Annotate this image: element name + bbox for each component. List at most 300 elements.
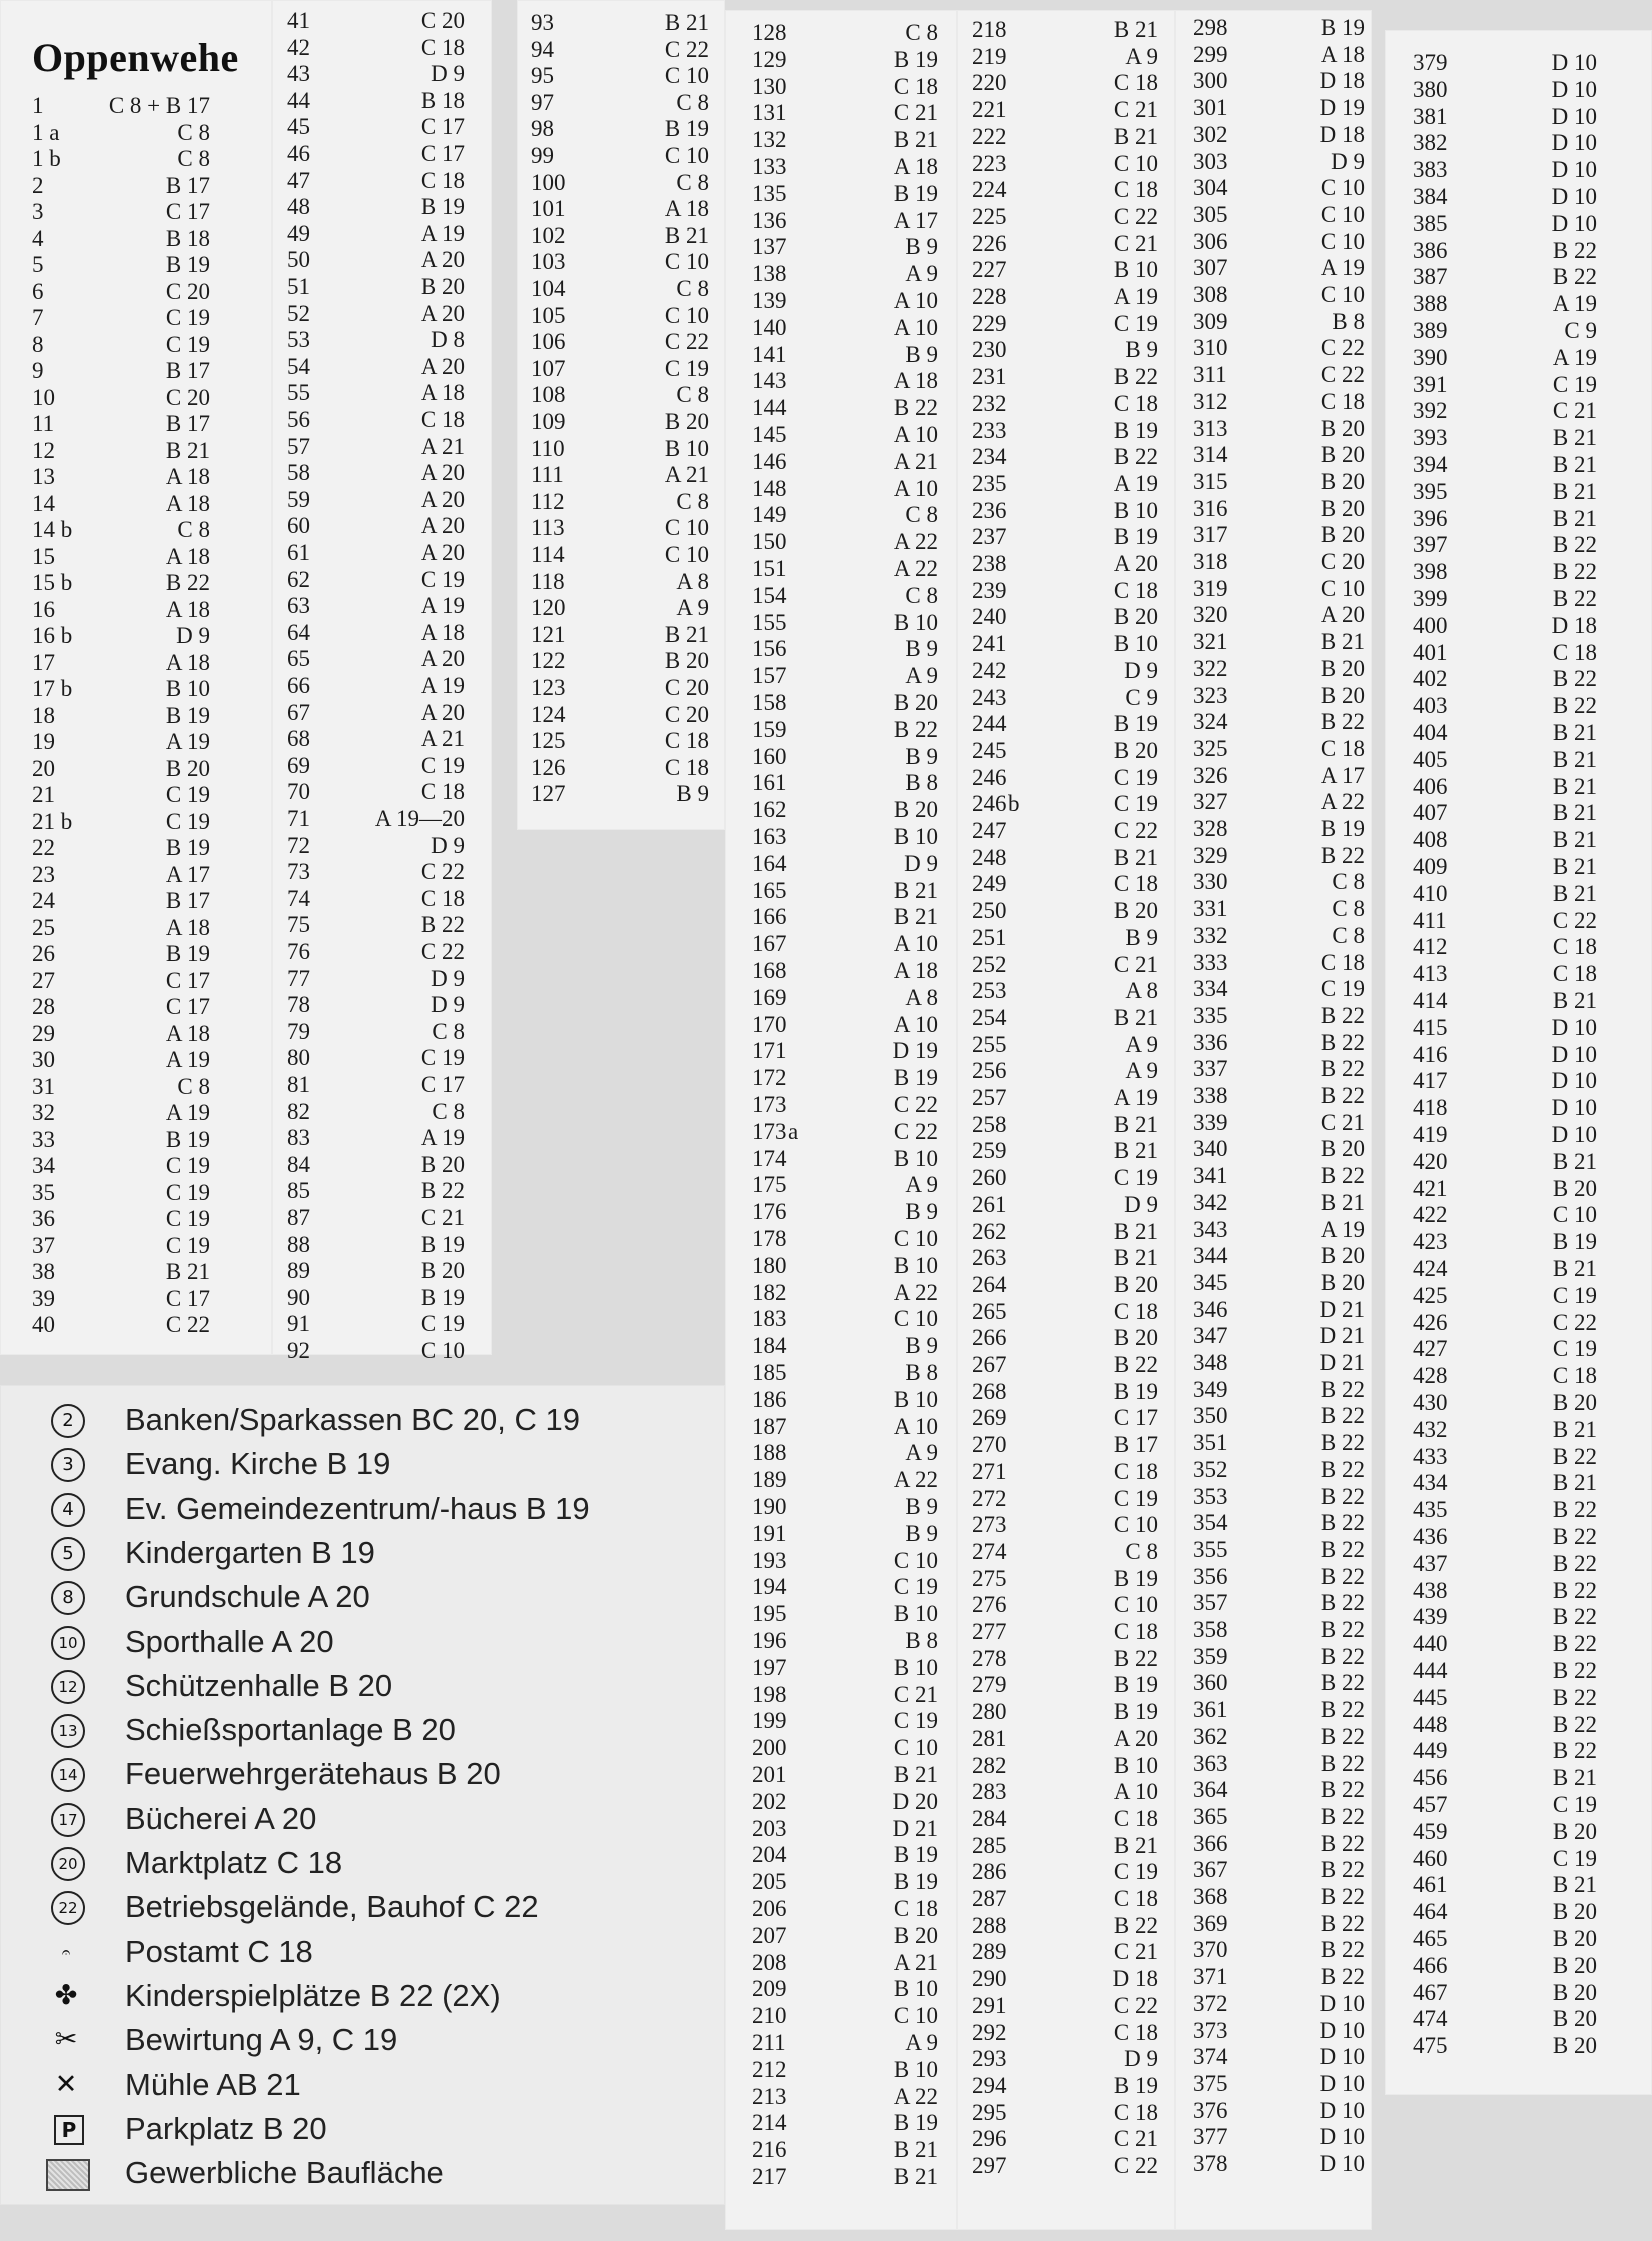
- house-number: 22: [32, 835, 55, 860]
- index-row: [1193, 1911, 1365, 1938]
- index-row: [1413, 264, 1597, 291]
- house-number: 2: [32, 172, 44, 198]
- index-row: [287, 1099, 465, 1126]
- grid-reference: B 10: [893, 2056, 938, 2082]
- house-number: 170: [752, 1011, 787, 1037]
- house-number: 372: [1193, 1990, 1228, 2016]
- house-number: 104: [531, 276, 566, 301]
- house-number: 378: [1193, 2151, 1228, 2176]
- legend-label: Bewirtung A 9, C 19: [125, 2022, 398, 2058]
- grid-reference: A 18: [165, 543, 210, 569]
- grid-reference: B 21: [1552, 505, 1597, 531]
- grid-reference: A 20: [420, 247, 465, 273]
- index-row: [287, 274, 465, 301]
- house-number: 23: [32, 861, 55, 887]
- house-number: 149: [752, 502, 787, 528]
- grid-reference: C 19: [664, 355, 709, 381]
- index-row: [1413, 774, 1597, 801]
- grid-reference: B 9: [905, 341, 938, 367]
- grid-reference: B 20: [420, 1151, 465, 1177]
- index-row: [752, 529, 938, 556]
- grid-reference: C 22: [664, 36, 709, 62]
- grid-reference: D 21: [1319, 1323, 1365, 1349]
- grid-reference: B 21: [1552, 800, 1597, 826]
- grid-reference: C 10: [1320, 201, 1365, 227]
- index-row: [1413, 1444, 1597, 1471]
- house-number: 139: [752, 288, 787, 313]
- grid-reference: C 18: [1320, 735, 1365, 761]
- grid-reference: A 22: [893, 1467, 938, 1493]
- grid-reference: C 22: [1552, 1309, 1597, 1335]
- index-row: [752, 2084, 938, 2111]
- house-number: 92: [287, 1338, 310, 1363]
- grid-reference: C 8 + B 17: [108, 93, 210, 118]
- house-number: 167: [752, 931, 787, 957]
- grid-reference: B 19: [1113, 1565, 1158, 1591]
- house-number: 194: [752, 1574, 787, 1600]
- house-number: 316: [1193, 495, 1228, 521]
- house-number: 190: [752, 1494, 787, 1519]
- index-row: [1193, 1377, 1365, 1404]
- grid-reference: B 17: [1113, 1432, 1158, 1458]
- grid-reference: B 22: [1552, 1738, 1597, 1764]
- house-number: 389: [1413, 318, 1448, 343]
- house-number-suffix: b: [1008, 791, 1020, 817]
- house-number: 290: [972, 1966, 1007, 1992]
- grid-reference: B 22: [1552, 693, 1597, 719]
- grid-reference: C 17: [420, 141, 465, 166]
- house-number: 193: [752, 1547, 787, 1573]
- house-number: 75: [287, 912, 310, 938]
- grid-reference: A 22: [1320, 789, 1365, 815]
- grid-reference: C 10: [664, 143, 709, 168]
- grid-reference: A 9: [1125, 43, 1158, 69]
- index-row: [752, 1440, 938, 1467]
- index-row: [972, 1939, 1158, 1966]
- grid-reference: B 9: [905, 636, 938, 662]
- index-row: [531, 781, 709, 808]
- grid-reference: B 20: [1552, 2033, 1597, 2059]
- index-row: [1193, 2151, 1365, 2178]
- index-row: [287, 992, 465, 1019]
- house-number: 267: [972, 1352, 1007, 1377]
- index-row: [32, 915, 210, 942]
- house-number-suffix: a: [788, 1118, 799, 1144]
- house-number: 330: [1193, 869, 1228, 895]
- index-row: [287, 88, 465, 115]
- index-row: [972, 604, 1158, 631]
- house-number: 174: [752, 1145, 787, 1171]
- index-row: [752, 1896, 938, 1923]
- house-number: 350: [1193, 1403, 1228, 1429]
- index-row: [32, 809, 210, 836]
- index-row: [972, 898, 1158, 925]
- house-number: 64: [287, 619, 310, 645]
- index-row: [1193, 1884, 1365, 1911]
- index-row: [1193, 2018, 1365, 2045]
- index-row: [1193, 42, 1365, 69]
- grid-reference: B 21: [1113, 1832, 1158, 1858]
- index-row: [1193, 469, 1365, 496]
- house-number: 228: [972, 284, 1007, 309]
- index-row: [287, 221, 465, 248]
- house-number: 331: [1193, 896, 1228, 922]
- legend-item: [30, 2151, 730, 2195]
- index-row: [1413, 720, 1597, 747]
- house-number: 380: [1413, 76, 1448, 102]
- index-row: [32, 411, 210, 438]
- index-row: [752, 2110, 938, 2137]
- house-number: 370: [1193, 1937, 1228, 1963]
- legend-item: [30, 1841, 730, 1885]
- grid-reference: B 22: [1320, 1483, 1365, 1509]
- grid-reference: A 19: [1552, 291, 1597, 317]
- house-number: 248: [972, 844, 1007, 870]
- house-number: 401: [1413, 639, 1448, 665]
- grid-reference: A 17: [165, 861, 210, 887]
- grid-reference: B 21: [1552, 452, 1597, 477]
- grid-reference: A 18: [165, 649, 210, 675]
- grid-reference: B 22: [1320, 1002, 1365, 1028]
- index-row: [32, 1233, 210, 1260]
- grid-reference: B 22: [1320, 1510, 1365, 1536]
- house-number: 368: [1193, 1884, 1228, 1909]
- legend-item: [30, 1974, 730, 2018]
- index-row: [972, 1379, 1158, 1406]
- hatched-area-icon: [46, 2159, 90, 2191]
- grid-reference: B 20: [1320, 495, 1365, 521]
- house-number: 173: [752, 1092, 787, 1117]
- house-number: 424: [1413, 1256, 1448, 1281]
- house-number: 273: [972, 1512, 1007, 1538]
- grid-reference: B 21: [664, 222, 709, 248]
- index-row: [1413, 747, 1597, 774]
- index-row: [1413, 238, 1597, 265]
- house-number: 386: [1413, 237, 1448, 263]
- grid-reference: C 17: [420, 1072, 465, 1097]
- index-row: [972, 97, 1158, 124]
- index-row: [32, 862, 210, 889]
- index-row: [752, 1950, 938, 1977]
- grid-reference: B 20: [1320, 468, 1365, 494]
- index-row: [287, 1232, 465, 1259]
- house-number: 17 b: [32, 676, 73, 701]
- grid-reference: C 8: [1332, 869, 1365, 895]
- index-row: [1193, 683, 1365, 710]
- house-number: 383: [1413, 157, 1448, 183]
- grid-reference: B 22: [1320, 1056, 1365, 1082]
- house-number: 474: [1413, 2006, 1448, 2032]
- grid-reference: D 9: [1331, 148, 1365, 174]
- grid-reference: C 10: [893, 1306, 938, 1332]
- house-number: 88: [287, 1231, 310, 1257]
- grid-reference: B 19: [420, 194, 465, 220]
- grid-reference: A 20: [420, 300, 465, 326]
- grid-reference: B 21: [1113, 1218, 1158, 1244]
- index-row: [1413, 1765, 1597, 1792]
- house-number: 65: [287, 646, 310, 672]
- grid-reference: B 22: [1320, 842, 1365, 868]
- index-row: [972, 1913, 1158, 1940]
- index-row: [752, 1253, 938, 1280]
- house-number: 293: [972, 2046, 1007, 2072]
- house-number: 403: [1413, 693, 1448, 719]
- house-number: 379: [1413, 50, 1448, 75]
- index-row: [32, 968, 210, 995]
- index-row: [32, 305, 210, 332]
- house-number: 242: [972, 657, 1007, 683]
- index-row: [1193, 1777, 1365, 1804]
- house-number: 230: [972, 337, 1007, 363]
- house-number: 466: [1413, 1952, 1448, 1978]
- grid-reference: C 10: [893, 2003, 938, 2029]
- house-number: 218: [972, 17, 1007, 42]
- grid-reference: B 22: [1113, 1645, 1158, 1671]
- index-row: [972, 978, 1158, 1005]
- index-row: [972, 1833, 1158, 1860]
- house-number: 339: [1193, 1109, 1228, 1135]
- house-number: 154: [752, 582, 787, 608]
- grid-reference: B 22: [1113, 444, 1158, 470]
- index-row: [752, 717, 938, 744]
- grid-reference: C 18: [893, 73, 938, 99]
- legend-item: [30, 1398, 730, 1442]
- house-number: 304: [1193, 175, 1228, 201]
- grid-reference: C 17: [165, 199, 210, 224]
- index-row: [752, 127, 938, 154]
- house-number: 422: [1413, 1202, 1448, 1228]
- grid-reference: A 21: [664, 462, 709, 488]
- grid-reference: C 22: [893, 1092, 938, 1117]
- house-number: 37: [32, 1232, 55, 1258]
- index-row: [972, 1432, 1158, 1459]
- index-row: [972, 1619, 1158, 1646]
- index-row: [752, 181, 938, 208]
- index-row: [1413, 1551, 1597, 1578]
- legend-label: Schützenhalle B 20: [125, 1667, 393, 1703]
- house-number: 274: [972, 1538, 1007, 1564]
- grid-reference: A 18: [893, 958, 938, 983]
- index-row: [1193, 149, 1365, 176]
- grid-reference: C 19: [165, 782, 210, 807]
- grid-reference: C 18: [1113, 1298, 1158, 1324]
- grid-reference: C 22: [664, 329, 709, 355]
- index-row: [32, 252, 210, 279]
- index-row: [531, 356, 709, 383]
- house-number: 252: [972, 951, 1007, 977]
- grid-reference: B 22: [1320, 1803, 1365, 1829]
- grid-reference: C 20: [420, 8, 465, 33]
- grid-reference: C 19: [165, 1153, 210, 1178]
- grid-reference: A 18: [893, 154, 938, 179]
- index-row: [32, 93, 210, 120]
- house-number: 286: [972, 1859, 1007, 1885]
- house-number: 251: [972, 924, 1007, 950]
- legend-label: Bücherei A 20: [125, 1800, 317, 1836]
- grid-reference: C 19: [165, 1206, 210, 1231]
- grid-reference: A 18: [420, 619, 465, 645]
- grid-reference: C 22: [165, 1312, 210, 1337]
- index-row: [752, 1146, 938, 1173]
- house-number: 314: [1193, 442, 1228, 468]
- index-row: [1413, 345, 1597, 372]
- grid-reference: B 22: [420, 912, 465, 938]
- house-number: 100: [531, 169, 566, 195]
- index-row: [972, 1459, 1158, 1486]
- house-number: 313: [1193, 415, 1228, 441]
- grid-reference: A 10: [893, 288, 938, 313]
- house-number: 38: [32, 1259, 55, 1284]
- house-number: 35: [32, 1179, 55, 1205]
- grid-reference: B 17: [165, 172, 210, 198]
- grid-reference: C 19: [420, 752, 465, 778]
- grid-reference: A 18: [165, 1020, 210, 1046]
- grid-reference: C 8: [905, 502, 938, 528]
- grid-reference: A 10: [893, 422, 938, 447]
- house-number: 51: [287, 274, 310, 299]
- index-row: [32, 597, 210, 624]
- house-number: 377: [1193, 2124, 1228, 2150]
- house-number: 246: [972, 791, 1007, 817]
- index-row: [1193, 255, 1365, 282]
- grid-reference: B 9: [676, 781, 709, 807]
- grid-reference: B 10: [1113, 1752, 1158, 1778]
- house-number: 85: [287, 1178, 310, 1204]
- index-row: [32, 1286, 210, 1313]
- legend-label: Parkplatz B 20: [125, 2110, 327, 2146]
- grid-reference: C 9: [1125, 684, 1158, 710]
- grid-reference: D 10: [1319, 2044, 1365, 2070]
- index-row: [1413, 1578, 1597, 1605]
- house-number: 416: [1413, 1041, 1448, 1067]
- index-row: [32, 1127, 210, 1154]
- grid-reference: C 17: [420, 114, 465, 140]
- grid-reference: C 18: [420, 779, 465, 805]
- house-number: 127: [531, 781, 566, 807]
- grid-reference: C 20: [1320, 549, 1365, 574]
- grid-reference: B 22: [1320, 1563, 1365, 1589]
- index-row: [972, 1325, 1158, 1352]
- house-number: 107: [531, 355, 566, 381]
- grid-reference: C 18: [664, 754, 709, 780]
- grid-reference: A 22: [893, 529, 938, 555]
- house-number: 371: [1193, 1964, 1228, 1990]
- house-number: 346: [1193, 1296, 1228, 1322]
- index-row: [752, 20, 938, 47]
- grid-reference: B 22: [1552, 1577, 1597, 1603]
- grid-reference: B 22: [1552, 1443, 1597, 1469]
- grid-reference: B 21: [893, 904, 938, 930]
- index-row: [1193, 1724, 1365, 1751]
- house-number: 39: [32, 1285, 55, 1311]
- house-number: 269: [972, 1405, 1007, 1431]
- house-number: 196: [752, 1628, 787, 1653]
- house-number: 258: [972, 1111, 1007, 1137]
- index-row: [1413, 157, 1597, 184]
- house-number: 74: [287, 885, 310, 911]
- grid-reference: B 22: [1320, 1536, 1365, 1562]
- house-number: 259: [972, 1138, 1007, 1164]
- grid-reference: C 18: [1320, 949, 1365, 975]
- house-number: 34: [32, 1153, 55, 1178]
- house-number: 382: [1413, 130, 1448, 156]
- index-row: [32, 570, 210, 597]
- fork-knife-icon: ✂: [54, 2024, 78, 2056]
- index-row: [287, 141, 465, 168]
- house-number: 105: [531, 302, 566, 328]
- grid-reference: C 22: [420, 939, 465, 964]
- grid-reference: A 18: [165, 914, 210, 940]
- index-row: [972, 1005, 1158, 1032]
- house-number: 265: [972, 1298, 1007, 1324]
- grid-reference: D 10: [1319, 2124, 1365, 2150]
- grid-reference: C 17: [165, 967, 210, 993]
- house-number: 278: [972, 1645, 1007, 1671]
- house-number: 49: [287, 220, 310, 246]
- grid-reference: D 10: [1551, 1122, 1597, 1147]
- index-row: [752, 1360, 938, 1387]
- house-number: 227: [972, 257, 1007, 283]
- house-number: 150: [752, 529, 787, 555]
- house-number: 120: [531, 595, 566, 621]
- house-number: 130: [752, 73, 787, 99]
- index-row: [972, 311, 1158, 338]
- index-row: [1413, 559, 1597, 586]
- grid-reference: B 20: [1113, 604, 1158, 630]
- legend-label: Banken/Sparkassen BC 20, C 19: [125, 1402, 580, 1437]
- legend-item: [30, 1487, 730, 1531]
- circled-4-icon: 4: [51, 1493, 85, 1527]
- grid-reference: B 20: [1320, 415, 1365, 441]
- index-row: [1413, 586, 1597, 613]
- grid-reference: A 18: [1320, 41, 1365, 67]
- grid-reference: C 19: [165, 808, 210, 834]
- house-number: 355: [1193, 1536, 1228, 1562]
- grid-reference: C 8: [432, 1018, 465, 1044]
- index-row: [287, 301, 465, 328]
- index-row: [287, 1019, 465, 1046]
- grid-reference: B 20: [1113, 1271, 1158, 1297]
- index-row: [1413, 908, 1597, 935]
- grid-reference: C 10: [893, 1735, 938, 1761]
- house-number: 402: [1413, 666, 1448, 692]
- house-number: 185: [752, 1360, 787, 1385]
- index-row: [531, 462, 709, 489]
- grid-reference: B 21: [1113, 844, 1158, 870]
- index-row: [1413, 1229, 1597, 1256]
- index-row: [1193, 1457, 1365, 1484]
- house-number: 397: [1413, 532, 1448, 558]
- house-number: 311: [1193, 362, 1227, 388]
- house-number: 97: [531, 89, 554, 115]
- index-row: [972, 551, 1158, 578]
- index-row: [972, 1699, 1158, 1726]
- grid-reference: A 18: [664, 196, 709, 222]
- house-number: 245: [972, 737, 1007, 763]
- grid-reference: A 19: [1113, 1085, 1158, 1110]
- house-number: 45: [287, 114, 310, 140]
- house-number: 14 b: [32, 517, 73, 542]
- grid-reference: B 19: [165, 941, 210, 966]
- grid-reference: C 21: [1113, 97, 1158, 123]
- house-number: 8: [32, 331, 44, 357]
- grid-reference: B 19: [420, 1231, 465, 1257]
- grid-reference: B 18: [165, 225, 210, 251]
- index-row: [531, 675, 709, 702]
- house-number: 33: [32, 1126, 55, 1152]
- house-number: 254: [972, 1004, 1007, 1030]
- grid-reference: B 10: [893, 609, 938, 635]
